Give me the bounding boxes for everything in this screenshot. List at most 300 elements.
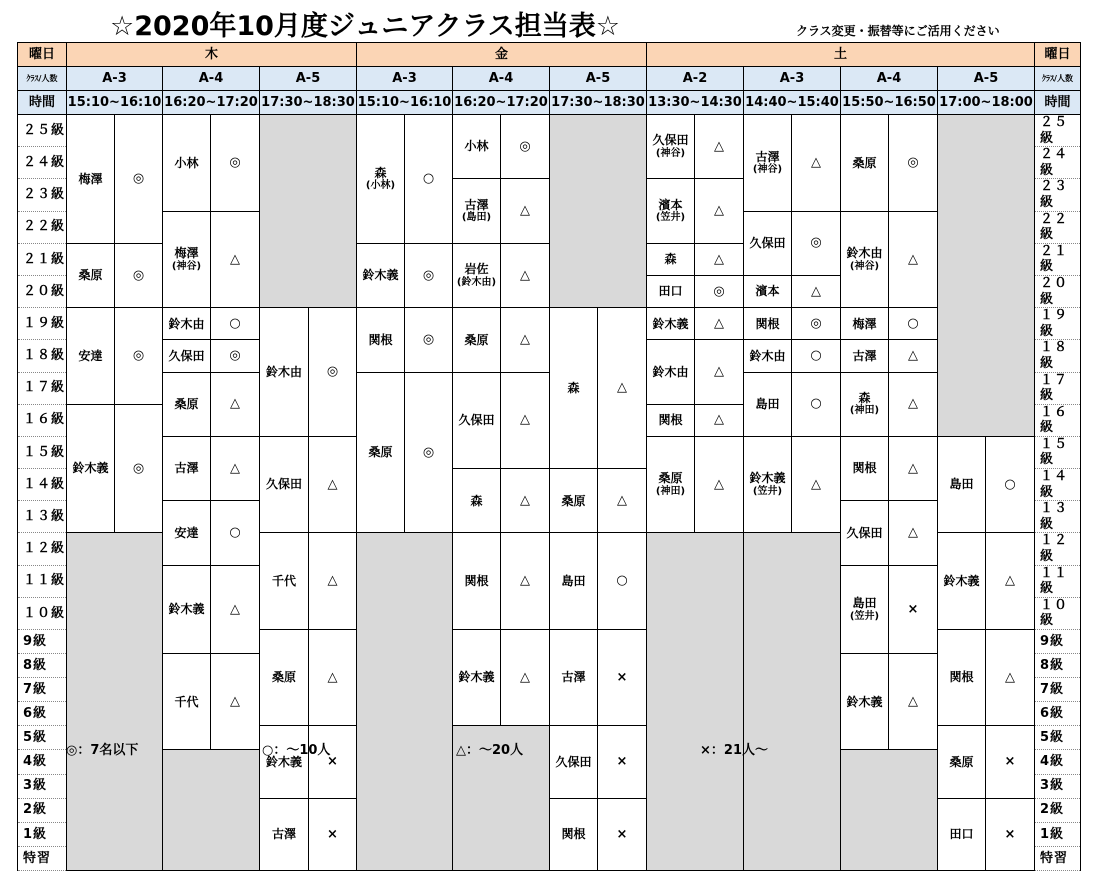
teacher-name-text: 鈴木由 (168, 316, 205, 331)
teacher-name-text: 桑原 (561, 493, 586, 508)
enrollment-mark: △ (889, 372, 938, 436)
enrollment-mark: △ (501, 469, 550, 533)
teacher-name-text: 関根 (658, 413, 683, 428)
teacher-name-text: 島田 (755, 396, 780, 411)
grade-label: １９級 (18, 308, 67, 340)
grade-label: 4級 (18, 750, 67, 774)
enrollment-mark: × (986, 798, 1035, 870)
teacher-name-text: 鈴木義 (362, 268, 399, 283)
teacher-name-text: 古澤 (852, 348, 877, 363)
grade-label: １３級 (18, 501, 67, 533)
teacher-name (67, 404, 115, 533)
teacher-name (357, 243, 405, 307)
substitute-teacher: (神谷) (849, 260, 880, 272)
grade-label: 特習 (18, 846, 67, 870)
enrollment-mark: ◎ (889, 115, 938, 212)
grade-label-right: ２５級 (1035, 115, 1081, 147)
teacher-name-text: 桑原 (271, 670, 296, 685)
teacher-name (647, 436, 695, 533)
enrollment-mark: △ (309, 533, 357, 630)
grade-label-right: ２２級 (1035, 211, 1081, 243)
enrollment-mark: △ (889, 654, 938, 750)
teacher-name-text: 田口 (949, 827, 974, 842)
teacher-name (163, 501, 211, 565)
teacher-name-text: 久保田 (458, 413, 495, 428)
teacher-name (744, 436, 792, 533)
time-header: 15:10~16:10 (67, 91, 163, 115)
enrollment-mark: ◎ (792, 308, 841, 340)
grade-label-right: 7級 (1035, 678, 1081, 702)
schedule-table (17, 42, 1081, 871)
teacher-name (163, 308, 211, 340)
teacher-name (453, 630, 501, 726)
enrollment-mark: △ (986, 630, 1035, 726)
teacher-name (163, 654, 211, 750)
time-header: 13:30~14:30 (647, 91, 744, 115)
grade-label: 1級 (18, 822, 67, 846)
enrollment-mark: △ (695, 115, 744, 179)
empty-slot (744, 533, 841, 871)
enrollment-mark: △ (695, 404, 744, 436)
enrollment-mark: × (309, 726, 357, 798)
legend-item: ◎：7名以下 (66, 743, 139, 758)
teacher-name-text: 鈴木義 (943, 574, 980, 589)
enrollment-mark: △ (211, 211, 260, 308)
teacher-name (841, 115, 889, 212)
teacher-name-text: 小林 (174, 155, 199, 170)
empty-slot (647, 533, 744, 871)
teacher-name (938, 726, 986, 798)
grade-row (18, 372, 1081, 404)
teacher-name-text: 関根 (852, 461, 877, 476)
teacher-name (647, 179, 695, 243)
teacher-name (841, 308, 889, 340)
grade-label-right: １２級 (1035, 533, 1081, 565)
empty-slot (67, 533, 163, 871)
teacher-name (163, 436, 211, 500)
enrollment-mark: △ (695, 308, 744, 340)
teacher-name (163, 115, 211, 212)
teacher-name-text: 古澤 (174, 461, 199, 476)
grade-label: 6級 (18, 702, 67, 726)
teacher-name (744, 372, 792, 436)
enrollment-mark: △ (211, 565, 260, 653)
substitute-teacher: (鈴木由) (456, 276, 497, 288)
teacher-name-text: 久保田 (555, 754, 592, 769)
teacher-name (163, 340, 211, 372)
teacher-name (550, 630, 598, 726)
class-label-right: ｸﾗｽ/人数 (1035, 67, 1081, 91)
legend-item: ○：～10人 (262, 743, 331, 758)
grade-label: １７級 (18, 372, 67, 404)
grade-label: １１級 (18, 565, 67, 597)
teacher-name (841, 501, 889, 565)
time-header: 15:50~16:50 (841, 91, 938, 115)
teacher-name-text: 桑原 (658, 471, 683, 486)
grade-label-right: 6級 (1035, 702, 1081, 726)
teacher-name (550, 726, 598, 798)
teacher-name (938, 436, 986, 533)
teacher-name (453, 179, 501, 243)
class-header: A-3 (67, 67, 163, 91)
enrollment-mark: × (986, 726, 1035, 798)
class-header: A-4 (453, 67, 550, 91)
teacher-name (260, 308, 309, 437)
enrollment-mark: △ (792, 436, 841, 533)
enrollment-mark: △ (889, 211, 938, 308)
teacher-name (744, 275, 792, 307)
enrollment-mark: △ (889, 436, 938, 500)
teacher-name-text: 桑原 (949, 754, 974, 769)
grade-label-right: １５級 (1035, 436, 1081, 468)
teacher-name-text: 古澤 (561, 670, 586, 685)
teacher-name-text: 森 (374, 165, 387, 180)
teacher-name (67, 243, 115, 307)
teacher-name (744, 340, 792, 372)
teacher-name-text: 鈴木由 (265, 364, 302, 379)
enrollment-mark: ○ (211, 308, 260, 340)
enrollment-mark: ◎ (309, 308, 357, 437)
grade-label: １２級 (18, 533, 67, 565)
grade-label: 8級 (18, 654, 67, 678)
enrollment-mark: × (598, 798, 647, 870)
teacher-name (453, 243, 501, 307)
teacher-name-text: 久保田 (652, 133, 689, 148)
teacher-name-text: 鈴木由 (652, 364, 689, 379)
time-header: 14:40~15:40 (744, 91, 841, 115)
grade-label-right: １３級 (1035, 501, 1081, 533)
substitute-teacher: (笠井) (849, 610, 880, 622)
teacher-name (647, 404, 695, 436)
teacher-name (67, 308, 115, 405)
enrollment-mark: △ (501, 630, 550, 726)
enrollment-mark: △ (889, 501, 938, 565)
time-header: 17:30~18:30 (260, 91, 357, 115)
enrollment-mark: ○ (986, 436, 1035, 533)
teacher-name-text: 古澤 (755, 149, 780, 164)
teacher-name (647, 340, 695, 404)
teacher-name-text: 梅澤 (852, 316, 877, 331)
grade-label: ２０級 (18, 275, 67, 307)
enrollment-mark: △ (598, 469, 647, 533)
teacher-name (453, 115, 501, 179)
teacher-name-text: 鈴木由 (846, 246, 883, 261)
enrollment-mark: ◎ (405, 372, 453, 533)
teacher-name (357, 115, 405, 244)
grade-label: ２５級 (18, 115, 67, 147)
grade-label: ２３級 (18, 179, 67, 211)
teacher-name (938, 798, 986, 870)
teacher-name (163, 211, 211, 308)
teacher-name-text: 安達 (174, 525, 199, 540)
class-header: A-2 (647, 67, 744, 91)
enrollment-mark: △ (889, 340, 938, 372)
empty-slot (260, 115, 357, 308)
enrollment-mark: △ (792, 115, 841, 212)
grade-label: １５級 (18, 436, 67, 468)
teacher-name (647, 115, 695, 179)
grade-label-right: 4級 (1035, 750, 1081, 774)
grade-label: 3級 (18, 774, 67, 798)
teacher-name (550, 469, 598, 533)
teacher-name (938, 533, 986, 630)
enrollment-mark: ◎ (501, 115, 550, 179)
teacher-name-text: 島田 (561, 574, 586, 589)
teacher-name (744, 115, 792, 212)
enrollment-mark: ○ (211, 501, 260, 565)
substitute-teacher: (島田) (461, 212, 492, 224)
substitute-teacher: (神谷) (752, 163, 783, 175)
teacher-name-text: 関根 (464, 574, 489, 589)
class-header: A-5 (260, 67, 357, 91)
teacher-name-text: 鈴木義 (458, 670, 495, 685)
teacher-name-text: 古澤 (271, 827, 296, 842)
teacher-name (260, 726, 309, 798)
teacher-name-text: 桑原 (368, 445, 393, 460)
teacher-name-text: 鈴木義 (652, 316, 689, 331)
teacher-name (260, 630, 309, 726)
grade-label-right: １６級 (1035, 404, 1081, 436)
teacher-name (550, 533, 598, 630)
enrollment-mark: △ (695, 436, 744, 533)
grade-label-right: １４級 (1035, 469, 1081, 501)
teacher-name (841, 654, 889, 750)
substitute-teacher: (神田) (655, 485, 686, 497)
teacher-name-text: 関根 (949, 670, 974, 685)
teacher-name (550, 308, 598, 469)
class-header: A-5 (550, 67, 647, 91)
teacher-name (357, 308, 405, 372)
enrollment-mark: ○ (889, 308, 938, 340)
teacher-name-text: 久保田 (265, 477, 302, 492)
enrollment-mark: ◎ (115, 404, 163, 533)
teacher-name (647, 243, 695, 275)
enrollment-mark: △ (501, 179, 550, 243)
grade-label: １６級 (18, 404, 67, 436)
teacher-name-text: 森 (664, 252, 677, 267)
teacher-name-text: 梅澤 (174, 246, 199, 261)
grade-label-right: 8級 (1035, 654, 1081, 678)
teacher-name (260, 798, 309, 870)
enrollment-mark: △ (986, 533, 1035, 630)
teacher-name (841, 340, 889, 372)
teacher-name-text: 古澤 (464, 197, 489, 212)
teacher-name-text: 安達 (78, 348, 103, 363)
teacher-name-text: 濱本 (658, 197, 683, 212)
grade-row (18, 115, 1081, 147)
teacher-name-text: 千代 (174, 694, 199, 709)
empty-slot (938, 115, 1035, 437)
teacher-name-text: 田口 (658, 284, 683, 299)
teacher-name-text: 小林 (464, 139, 489, 154)
teacher-name-text: 鈴木義 (846, 694, 883, 709)
enrollment-mark: ◎ (405, 308, 453, 372)
enrollment-mark: ◎ (695, 275, 744, 307)
teacher-name-text: 森 (470, 493, 483, 508)
teacher-name (841, 565, 889, 653)
enrollment-mark: ○ (405, 115, 453, 244)
class-label: ｸﾗｽ/人数 (18, 67, 67, 91)
enrollment-mark: ◎ (211, 115, 260, 212)
enrollment-mark: △ (501, 243, 550, 307)
teacher-name-text: 久保田 (846, 525, 883, 540)
enrollment-mark: △ (501, 308, 550, 372)
enrollment-mark: ◎ (115, 243, 163, 307)
empty-slot (841, 750, 938, 870)
enrollment-mark: ◎ (211, 340, 260, 372)
grade-label: １４級 (18, 469, 67, 501)
enrollment-mark: △ (695, 179, 744, 243)
enrollment-mark: × (309, 798, 357, 870)
teacher-name (67, 115, 115, 244)
teacher-name-text: 森 (567, 380, 580, 395)
teacher-name (453, 533, 501, 630)
enrollment-mark: × (598, 630, 647, 726)
grade-label: １８級 (18, 340, 67, 372)
legend-item: ×：21人～ (700, 743, 768, 758)
page-title: ☆2020年10月度ジュニアクラス担当表☆ (110, 11, 620, 42)
time-header: 16:20~17:20 (453, 91, 550, 115)
grade-row (18, 308, 1081, 340)
teacher-name-text: 桑原 (464, 332, 489, 347)
empty-slot (357, 533, 453, 871)
enrollment-mark: △ (792, 275, 841, 307)
grade-label-right: 2級 (1035, 798, 1081, 822)
enrollment-mark: △ (309, 630, 357, 726)
grade-label: ２４級 (18, 147, 67, 179)
teacher-name-text: 鈴木義 (265, 754, 302, 769)
teacher-name (453, 308, 501, 372)
enrollment-mark: △ (211, 436, 260, 500)
teacher-name-text: 千代 (271, 574, 296, 589)
teacher-name-text: 鈴木義 (749, 471, 786, 486)
teacher-name-text: 桑原 (78, 268, 103, 283)
teacher-name-text: 久保田 (168, 348, 205, 363)
teacher-name-text: 関根 (368, 332, 393, 347)
substitute-teacher: (笠井) (752, 485, 783, 497)
time-header: 16:20~17:20 (163, 91, 260, 115)
substitute-teacher: (笠井) (655, 212, 686, 224)
grade-label-right: １８級 (1035, 340, 1081, 372)
grade-label: １０級 (18, 597, 67, 629)
usage-note: クラス変更・振替等にご活用ください (796, 24, 1000, 38)
class-header: A-3 (744, 67, 841, 91)
enrollment-mark: △ (211, 654, 260, 750)
teacher-name (744, 308, 792, 340)
grade-label-right: 9級 (1035, 630, 1081, 654)
class-header: A-4 (841, 67, 938, 91)
teacher-name-text: 久保田 (749, 236, 786, 251)
substitute-teacher: (神谷) (171, 260, 202, 272)
enrollment-mark: ○ (598, 533, 647, 630)
substitute-teacher: (神田) (849, 405, 880, 417)
time-label: 時間 (18, 91, 67, 115)
grade-label-right: ２４級 (1035, 147, 1081, 179)
teacher-name-text: 島田 (949, 477, 974, 492)
teacher-name (163, 372, 211, 436)
teacher-name-text: 桑原 (174, 396, 199, 411)
teacher-name-text: 梅澤 (78, 171, 103, 186)
teacher-name (357, 372, 405, 533)
enrollment-mark: ◎ (115, 115, 163, 244)
teacher-name-text: 島田 (852, 596, 877, 611)
time-header: 17:30~18:30 (550, 91, 647, 115)
substitute-teacher: (小林) (365, 180, 396, 192)
grade-label-right: ２１級 (1035, 243, 1081, 275)
time-label-right: 時間 (1035, 91, 1081, 115)
day-thursday: 木 (67, 43, 357, 67)
grade-label-right: １７級 (1035, 372, 1081, 404)
teacher-name-text: 鈴木義 (72, 461, 109, 476)
teacher-name (647, 275, 695, 307)
enrollment-mark: △ (598, 308, 647, 469)
empty-slot (550, 115, 647, 308)
grade-label: 9級 (18, 630, 67, 654)
teacher-name-text: 鈴木義 (168, 602, 205, 617)
grade-label-right: 5級 (1035, 726, 1081, 750)
enrollment-mark: ◎ (115, 308, 163, 405)
time-header: 17:00~18:00 (938, 91, 1035, 115)
teacher-name (647, 308, 695, 340)
enrollment-mark: × (889, 565, 938, 653)
teacher-name (453, 469, 501, 533)
teacher-name-text: 関根 (561, 827, 586, 842)
enrollment-mark: △ (501, 372, 550, 469)
day-label-right: 曜日 (1035, 43, 1081, 67)
teacher-name-text: 森 (858, 390, 871, 405)
teacher-name (260, 436, 309, 533)
enrollment-mark: △ (695, 340, 744, 404)
enrollment-mark: △ (309, 436, 357, 533)
grade-label-right: 3級 (1035, 774, 1081, 798)
grade-label-right: １０級 (1035, 597, 1081, 629)
grade-label-right: ２３級 (1035, 179, 1081, 211)
teacher-name-text: 鈴木由 (749, 348, 786, 363)
grade-label: 2級 (18, 798, 67, 822)
enrollment-mark: ○ (792, 372, 841, 436)
teacher-name (744, 211, 792, 275)
legend-item: △：～20人 (456, 743, 524, 758)
teacher-name (163, 565, 211, 653)
class-header: A-4 (163, 67, 260, 91)
time-header: 15:10~16:10 (357, 91, 453, 115)
substitute-teacher: (神谷) (655, 147, 686, 159)
teacher-name (550, 798, 598, 870)
grade-label: 7級 (18, 678, 67, 702)
enrollment-mark: △ (211, 372, 260, 436)
teacher-name (938, 630, 986, 726)
day-friday: 金 (357, 43, 647, 67)
grade-label-right: 1級 (1035, 822, 1081, 846)
class-header: A-5 (938, 67, 1035, 91)
teacher-name (841, 211, 889, 308)
teacher-name (453, 372, 501, 469)
enrollment-mark: × (598, 726, 647, 798)
teacher-name-text: 岩佐 (464, 262, 489, 277)
grade-label-right: 特習 (1035, 846, 1081, 870)
grade-label: 5級 (18, 726, 67, 750)
class-header: A-3 (357, 67, 453, 91)
teacher-name-text: 濱本 (755, 284, 780, 299)
day-saturday: 土 (647, 43, 1035, 67)
enrollment-mark: △ (695, 243, 744, 275)
grade-label-right: １９級 (1035, 308, 1081, 340)
teacher-name (841, 436, 889, 500)
enrollment-mark: ○ (792, 340, 841, 372)
enrollment-mark: △ (501, 533, 550, 630)
teacher-name-text: 関根 (755, 316, 780, 331)
day-label: 曜日 (18, 43, 67, 67)
